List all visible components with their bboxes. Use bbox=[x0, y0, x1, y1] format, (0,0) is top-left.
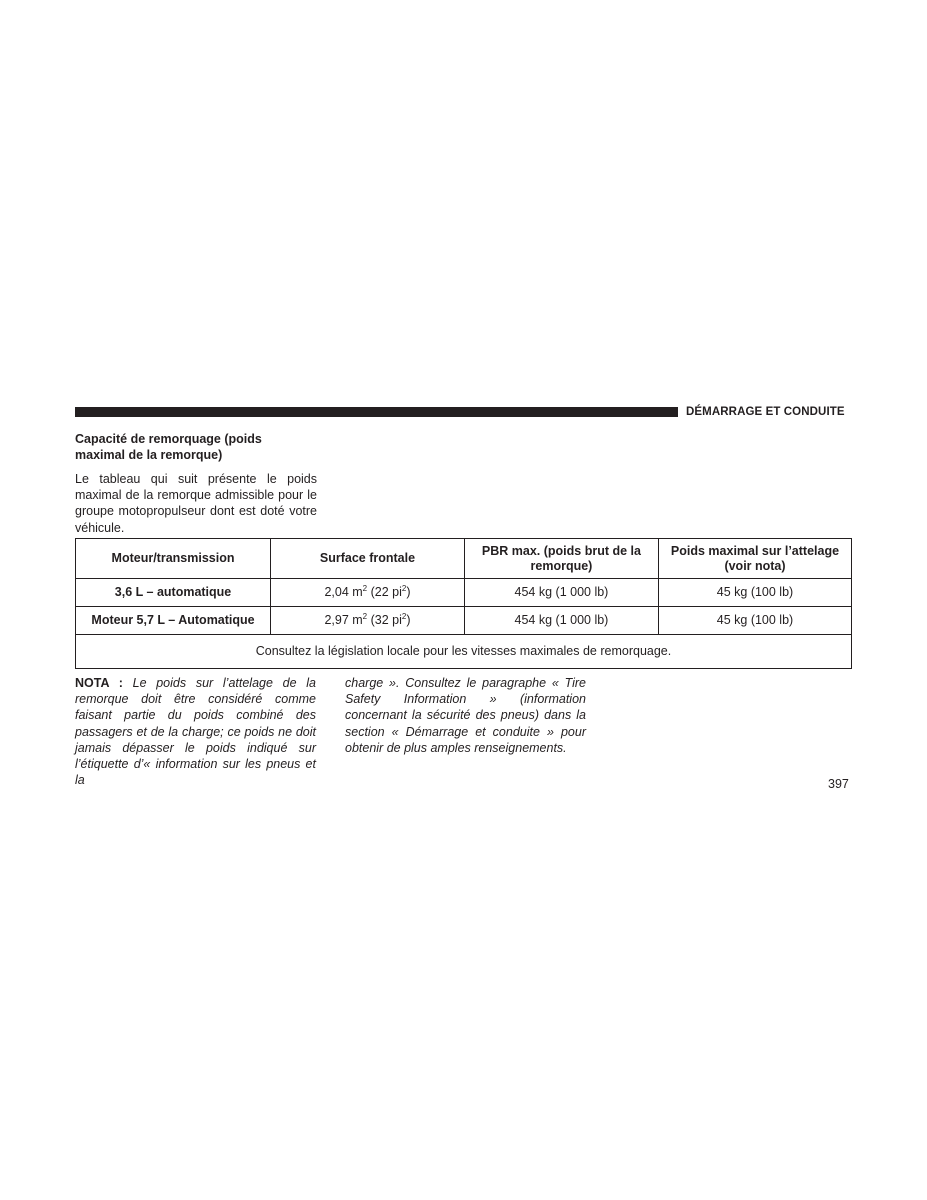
header-rule bbox=[75, 407, 678, 417]
note-label: NOTA : bbox=[75, 676, 123, 690]
area-alt-exponent: 2 bbox=[401, 583, 407, 593]
towing-capacity-table bbox=[75, 538, 852, 669]
cell-frontal-area bbox=[271, 579, 465, 607]
cell-engine: Moteur 5,7 L – Automatique bbox=[76, 607, 271, 635]
area-exponent: 2 bbox=[362, 611, 368, 621]
cell-engine: 3,6 L – automatique bbox=[76, 579, 271, 607]
area-alt: (22 pi bbox=[367, 585, 402, 599]
subheading-line-2: maximal de la remorque) bbox=[75, 448, 223, 462]
table-row bbox=[76, 607, 852, 635]
note-left-text: Le poids sur l’attelage de la remorque doit être considéré comme faisant partie du poids combiné des passagers et de la charge; ce poids ne doit jamais dépasser le poids indiqué sur l’étiquette d’« information sur les pneus et la bbox=[75, 676, 316, 788]
intro-paragraph: Le tableau qui suit présente le poids maximal de la remorque admissible pour le groupe motopropulseur dont est doté votre véhicule. bbox=[75, 472, 317, 535]
area-exponent: 2 bbox=[362, 583, 368, 593]
area-value: 2,04 m bbox=[324, 585, 363, 599]
cell-frontal-area bbox=[271, 607, 465, 635]
cell-tongue-weight: 45 kg (100 lb) bbox=[658, 579, 851, 607]
area-close: ) bbox=[406, 613, 411, 627]
header-engine: Moteur/transmission bbox=[76, 539, 271, 579]
note-right-column: charge ». Consultez le paragraphe « Tire Safety Information » (information concernant la sécurité des pneus) dans la section « Démarrage et conduite » pour obtenir de plus amples renseignements. bbox=[345, 676, 586, 755]
header-frontal-area: Surface frontale bbox=[271, 539, 465, 579]
cell-tongue-weight: 45 kg (100 lb) bbox=[658, 607, 851, 635]
page-number: 397 bbox=[828, 777, 849, 791]
area-value: 2,97 m bbox=[324, 613, 363, 627]
header-tongue-weight: Poids maximal sur l’attelage (voir nota) bbox=[658, 539, 851, 579]
area-alt: (32 pi bbox=[367, 613, 402, 627]
note-left-column bbox=[75, 675, 316, 788]
subheading bbox=[75, 431, 335, 463]
area-close: ) bbox=[406, 585, 411, 599]
cell-gtw: 454 kg (1 000 lb) bbox=[464, 579, 658, 607]
table-header-row bbox=[76, 539, 852, 579]
table-row bbox=[76, 579, 852, 607]
subheading-line-1: Capacité de remorquage (poids bbox=[75, 432, 262, 446]
table-footer-row bbox=[76, 635, 852, 669]
header-gtw: PBR max. (poids brut de la remorque) bbox=[464, 539, 658, 579]
table-footer-note: Consultez la législation locale pour les vitesses maximales de remorquage. bbox=[76, 635, 852, 669]
section-title: DÉMARRAGE ET CONDUITE bbox=[686, 406, 845, 418]
area-alt-exponent: 2 bbox=[401, 611, 407, 621]
cell-gtw: 454 kg (1 000 lb) bbox=[464, 607, 658, 635]
